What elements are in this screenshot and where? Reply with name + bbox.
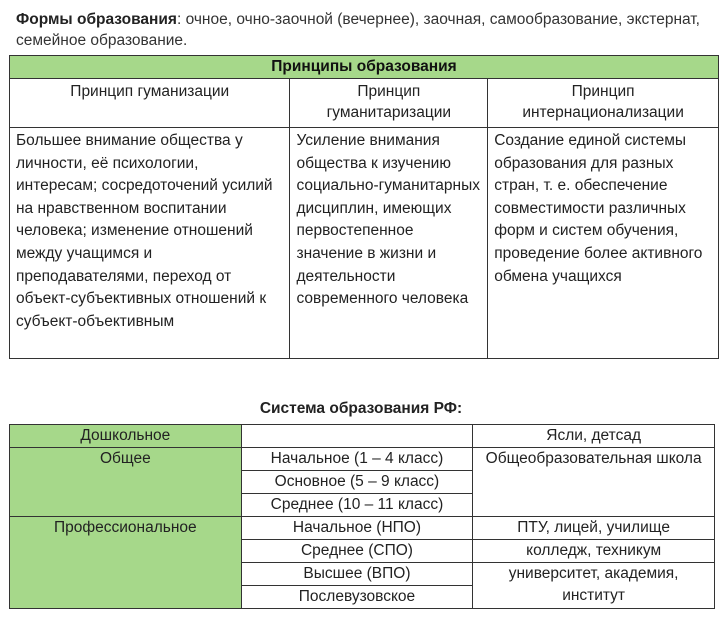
principles-title: Принципы образования (10, 56, 719, 79)
education-forms-paragraph (16, 9, 716, 51)
prof-institution-higher: университет, академия, институт (473, 563, 715, 609)
system-title: Система образования РФ: (259, 400, 463, 417)
preschool-level-empty (241, 425, 473, 448)
prof-level-secondary: Среднее (СПО) (241, 540, 473, 563)
prof-level-initial: Начальное (НПО) (241, 517, 473, 540)
prof-level-higher: Высшее (ВПО) (241, 563, 473, 586)
principles-table (9, 55, 719, 359)
cell-humanitarization: Усиление внимания общества к изучению социально-гуманитарных дисциплин, имеющих первостепенное значение в жизни и деятельности современного человека (290, 128, 488, 359)
row-label-general: Общее (10, 448, 242, 517)
education-system-table (9, 424, 715, 609)
prof-institution-initial: ПТУ, лицей, училище (473, 517, 715, 540)
general-level-basic: Основное (5 – 9 класс) (241, 471, 473, 494)
row-label-professional: Профессиональное (10, 517, 242, 609)
prof-institution-secondary: колледж, техникум (473, 540, 715, 563)
prof-level-postgraduate: Послевузовское (241, 586, 473, 609)
education-forms-label: Формы образования (16, 11, 177, 28)
general-institution: Общеобразовательная школа (473, 448, 715, 517)
header-humanization: Принцип гуманизации (10, 79, 290, 128)
header-humanitarization: Принцип гуманитаризации (290, 79, 488, 128)
cell-humanization: Большее внимание общества у личности, её психологии, интересам; сосредоточений усилий на нравственном воспитании человека; изменение отношений между учащимся и преподавателями, переход от объект-субъективных отношений к субъект-объективным (10, 128, 290, 359)
header-internationalization: Принцип интернационализации (488, 79, 719, 128)
general-level-primary: Начальное (1 – 4 класс) (241, 448, 473, 471)
education-forms-list: : очное, очно-заочной (вечернее), заочная, самообразование, экстернат, семейное образование. (16, 11, 700, 49)
cell-internationalization: Создание единой системы образования для разных стран, т. е. обеспечение совместимости различных форм и систем обучения, проведение более активного обмена учащихся (488, 128, 719, 359)
preschool-institution: Ясли, детсад (473, 425, 715, 448)
row-label-preschool: Дошкольное (10, 425, 242, 448)
general-level-secondary: Среднее (10 – 11 класс) (241, 494, 473, 517)
